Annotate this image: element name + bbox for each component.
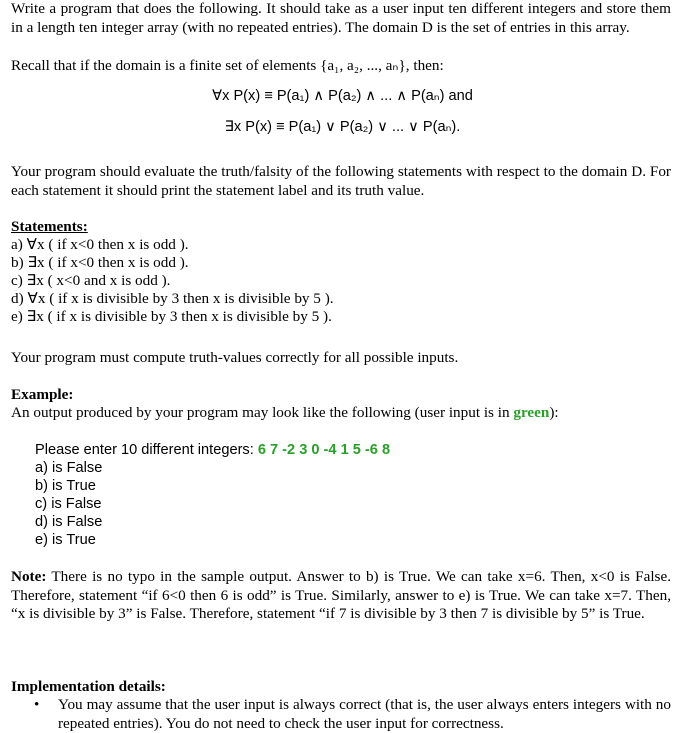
statement-item: d) ∀x ( if x is divisible by 3 then x is divisible by 5 ).: [11, 290, 334, 307]
note-label: Note:: [11, 568, 47, 585]
statement-item: a) ∀x ( if x<0 then x is odd ).: [11, 236, 189, 253]
note-paragraph: [11, 568, 671, 624]
statement-item: b) ∃x ( if x<0 then x is odd ).: [11, 254, 189, 271]
sample-output-line: e) is True: [35, 532, 96, 548]
statements-list: [11, 236, 671, 326]
example-desc-green: green: [513, 404, 550, 421]
bullet-icon: •: [34, 696, 40, 713]
statement-item: c) ∃x ( x<0 and x is odd ).: [11, 272, 171, 289]
impl-heading: Implementation details:: [11, 678, 166, 695]
sample-output-line: c) is False: [35, 496, 102, 512]
intro-paragraph: Write a program that does the following. It should take as a user input ten different integers and store them in a length ten integer array (with no repeated entries). The domain D is the set of entries in this array.: [11, 0, 671, 36]
example-description: [11, 404, 671, 423]
task-paragraph: Your program should evaluate the truth/falsity of the following statements with respect to the domain D. For each statement it should print the statement label and its truth value.: [11, 163, 671, 199]
sample-output-line: b) is True: [35, 478, 96, 494]
example-desc-suffix: ):: [549, 404, 559, 421]
sample-output-line: d) is False: [35, 514, 103, 530]
sample-output-line: a) is False: [35, 460, 103, 476]
recall-line: Recall that if the domain is a finite set of elements {a₁, a₂, ..., aₙ}, then:: [11, 57, 444, 74]
example-desc-prefix: An output produced by your program may look like the following (user input is in: [11, 404, 514, 421]
sample-prompt: Please enter 10 different integers:: [35, 442, 258, 458]
sample-user-input: 6 7 -2 3 0 -4 1 5 -6 8: [257, 442, 391, 458]
impl-item: You may assume that the user input is always correct (that is, the user always enters integers with no repeated entries). You do not need to check the user input for correctness.: [58, 696, 671, 732]
statements-heading: Statements:: [11, 218, 88, 235]
formula-forall: ∀x P(x) ≡ P(a₁) ∧ P(a₂) ∧ ... ∧ P(aₙ) and: [212, 88, 473, 104]
example-heading: Example:: [11, 386, 74, 403]
compute-note: Your program must compute truth-values correctly for all possible inputs.: [11, 349, 459, 366]
formula-exists: ∃x P(x) ≡ P(a₁) ∨ P(a₂) ∨ ... ∨ P(aₙ).: [224, 119, 461, 135]
statement-item: e) ∃x ( if x is divisible by 3 then x is divisible by 5 ).: [11, 308, 332, 325]
note-text: There is no typo in the sample output. Answer to b) is True. We can take x=6. Then, x<0 is False. Therefore, statement “if 6<0 then 6 is odd” is True. Similarly, answer to e) is True. We can take x=7. Then, “x is divisible by 3” is False. Therefore, statement “if 7 is divisible by 3 then 7 is divisible by 5” is True.: [11, 568, 671, 622]
sample-output: [35, 441, 665, 549]
sample-prompt-line: [35, 441, 665, 459]
